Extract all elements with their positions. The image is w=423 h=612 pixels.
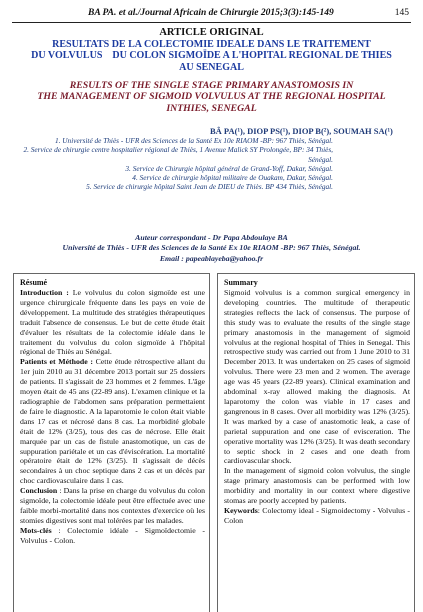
summary-text: Sigmoid volvulus is a common surgical emergency in developing countries. The multitude of therapeutic strategies reflects the lack of consensus. The purpose of this study was to evaluate the results of the single stage primary anastomosis in the management of sigmoid volvulus at the regional hospital of Thies in Senegal. This retrospective study was carried out from 1 June 2010 to 31 December 2013. It was undertaken on 25 cases of sigmoid volvulus. There were 23 men and 2 women. The average age was 45 years (22-89 years). Clinical examination and abdominal x-ray allowed making the diagnosis. At laparotomy the colon was viable in 17 cases and gangrenous in 8 cases. Over all morbidity was 12% (3/25). It was marked by a case of anastomotic leak, a case of parietal suppuration and one case of evisceration. The operative mortality was 12% (3/25). It was death secondary to septic shock in 2 cases and one death from cardiovascular shock. <box>224 288 410 466</box>
journal-citation: BA PA. et al./Journal Africain de Chirurgie 2015;3(3):145-149 <box>88 8 334 18</box>
page-number: 145 <box>394 8 409 18</box>
corresponding-author: Auteur correspondant - Dr Papa Abdoulaye BA <box>135 233 288 242</box>
resume-conclusion <box>20 486 205 526</box>
summary-heading: Summary <box>224 278 258 287</box>
french-title <box>20 39 403 73</box>
french-title-line: RESULTATS DE LA COLECTOMIE IDEALE DANS LE TRAITEMENT <box>52 39 371 50</box>
header-rule <box>12 22 411 23</box>
summary-column <box>217 273 415 612</box>
keywords-label-fr: Mots-clés <box>20 525 52 535</box>
english-title-line: RESULTS OF THE SINGLE STAGE PRIMARY ANASTOMOSIS IN <box>69 80 354 91</box>
english-title-line: THE MANAGEMENT OF SIGMOID VOLVULUS AT THE REGIONAL HOSPITAL <box>37 91 386 103</box>
article-type: ARTICLE ORIGINAL <box>159 27 264 38</box>
resume-column <box>13 273 210 612</box>
summary-keywords <box>224 506 410 526</box>
conclusion-label: Conclusion <box>20 486 58 496</box>
methods-text: Cette étude rétrospective allant du 1er juin 2010 au 31 décembre 2013 portait sur 25 dossiers de patients. Il s'agissait de 23 hommes et 2 femmes. L'âge moyen était de 45 ans (22-89 ans). L'examen clinique et la radiographie de l'abdomen sans préparation permettaient de faire le diagnostic. A la laparotomie le colon était viable dans 17 cas et nécrosé dans 8 cas. La morbidité globale était de 12% (3/25), tous des cas de nécrose. Elle était marquée par un cas de fistule anastomotique, un cas de suppuration pariétale et un cas d'éviscération. La mortalité opératoire était de 12% (3/25). Il s'agissait de décès secondaires à un choc septique dans 2 cas et un décès par choc cardiovasculaire dans 1 cas. <box>20 357 205 486</box>
resume-introduction <box>20 288 205 357</box>
english-title-line: INTHIES, SENEGAL <box>166 102 257 114</box>
corresponding-address: Université de Thiès - UFR des Sciences de la Santé Ex 10e RIAOM -BP: 967 Thiès, Sénégal. <box>62 243 361 253</box>
affiliation-line: 4. Service de chirurgie hôpital militaire de Ouakam, Dakar, Sénégal. <box>132 173 333 183</box>
resume-methods <box>20 357 205 486</box>
corresponding-email: Email : papeablayeba@yahoo.fr <box>159 253 264 263</box>
english-title <box>20 80 403 114</box>
affiliation-line: 5. Service de chirurgie hôpital Saint Jean de DIEU de Thiès. BP 434 Thiès, Sénégal. <box>86 182 333 192</box>
resume-body <box>20 288 205 546</box>
resume-heading: Résumé <box>20 278 48 287</box>
resume-keywords <box>20 526 205 546</box>
affiliation-line: 1. Université de Thiès - UFR des Sciences de la Santé Ex 10e RIAOM -BP: 967 Thiès, Sénégal. <box>54 136 333 145</box>
correspondence-block <box>0 233 423 264</box>
summary-body <box>224 288 410 526</box>
keywords-text-fr: : Colectomie idéale - Sigmoïdectomie - Volvulus - Colon. <box>20 525 205 545</box>
conclusion-text: : Dans la prise en charge du volvulus du colon sigmoïde, la colectomie idéale peut être effectuée avec une faible morbi-mortalité dans nos contextes d'exercice où les stomies digestives sont mal tolérées par les malades. <box>20 486 205 525</box>
running-header <box>14 8 409 22</box>
french-title-line: DU VOLVULUS DU COLON SIGMOÏDE A L'HOPITAL REGIONAL DE THIES <box>31 50 392 62</box>
summary-conclusion: In the management of sigmoid colon volvulus, the single stage primary anastomosis can be performed with low morbidity and mortality in our context where digestive stomas are poorly accepted by patients. <box>224 466 410 506</box>
intro-text: Le volvulus du colon sigmoïde est une urgence chirurgicale fréquente dans les pays en voie de développement. La multitude des stratégies thérapeutiques traduit l'absence de consensus. Le but de cette étude était d'évaluer les résultats de la colectomie idéale dans le traitement du volvulus du colon sigmoïde à l'hôpital régional de Thiès au Sénégal. <box>20 288 205 357</box>
methods-label: Patients et Méthode : <box>20 357 93 367</box>
affiliation-line: Sénégal. <box>308 154 333 164</box>
author-list: BÂ PA(¹), DIOP PS(¹), DIOP B(²), SOUMAH SA(¹) <box>210 126 393 136</box>
affiliations <box>10 136 333 192</box>
affiliation-line: 2. Service de chirurgie centre hospitalier régional de Thiès, 1 Avenue Malick SY Prolongée, BP: 34 Thiès, <box>23 145 333 155</box>
keywords-label-en: Keywords <box>224 505 258 515</box>
affiliation-line: 3. Service de Chirurgie hôpital général de Grand-Yoff, Dakar, Sénégal. <box>125 163 333 173</box>
intro-label: Introduction : <box>20 288 69 297</box>
keywords-text-en: : Colectomy ideal - Sigmoidectomy - Volvulus - Colon <box>224 505 410 525</box>
french-title-line: AU SENEGAL <box>179 61 244 73</box>
